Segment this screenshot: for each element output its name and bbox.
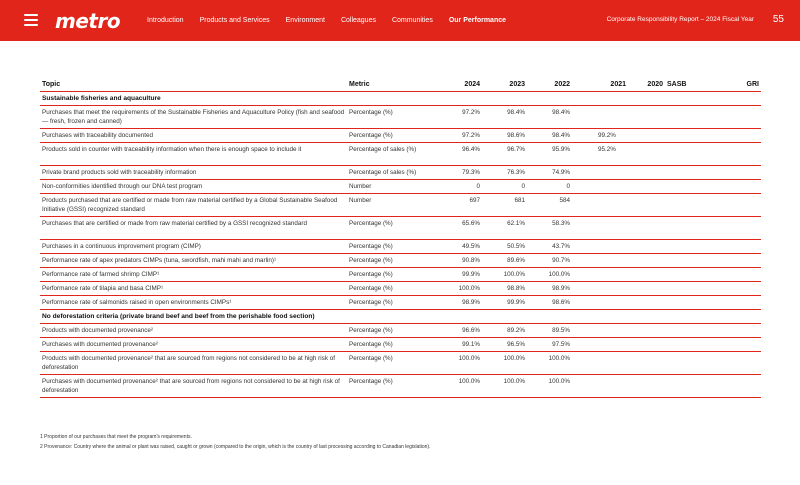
sasb-cell [665, 374, 695, 397]
value-2023-cell: 681 [482, 193, 527, 216]
value-2022-cell: 100.0% [527, 351, 572, 374]
metric-cell: Percentage (%) [347, 337, 437, 351]
metric-cell: Percentage (%) [347, 216, 437, 239]
gri-cell [695, 374, 761, 397]
sasb-cell [665, 128, 695, 142]
value-2021-cell [572, 351, 628, 374]
topic-cell: Products sold in counter with traceability information when there is enough space to include it [40, 142, 347, 165]
topic-cell: Purchases with traceability documented [40, 128, 347, 142]
value-2024-cell: 96.4% [437, 142, 482, 165]
value-2023-cell: 100.0% [482, 374, 527, 397]
nav-introduction[interactable]: Introduction [147, 17, 184, 24]
value-2023-cell: 89.2% [482, 323, 527, 337]
value-2024-cell: 697 [437, 193, 482, 216]
topic-cell: Purchases that meet the requirements of the Sustainable Fisheries and Aquaculture Policy (fish and seafood — fresh, frozen and canned) [40, 105, 347, 128]
table-row [40, 337, 761, 351]
sasb-cell [665, 323, 695, 337]
footnotes [40, 432, 431, 452]
value-2023-cell: 62.1% [482, 216, 527, 239]
value-2024-cell: 100.0% [437, 351, 482, 374]
table-row [40, 105, 761, 128]
value-2021-cell [572, 281, 628, 295]
gri-cell [695, 128, 761, 142]
gri-cell [695, 267, 761, 281]
value-2020-cell [628, 281, 665, 295]
gri-cell [695, 193, 761, 216]
value-2024-cell: 97.2% [437, 105, 482, 128]
header-metric: Metric [347, 77, 437, 91]
menu-icon[interactable] [24, 14, 38, 26]
section-row [40, 309, 761, 323]
sasb-cell [665, 281, 695, 295]
gri-cell [695, 337, 761, 351]
section-row [40, 91, 761, 105]
value-2022-cell: 98.4% [527, 128, 572, 142]
top-bar [0, 0, 800, 41]
gri-cell [695, 216, 761, 239]
header-sasb: SASB [665, 77, 695, 91]
value-2020-cell [628, 239, 665, 253]
value-2022-cell: 98.6% [527, 295, 572, 309]
main-nav [147, 0, 522, 41]
metric-cell: Percentage (%) [347, 105, 437, 128]
value-2021-cell [572, 374, 628, 397]
nav-communities[interactable]: Communities [391, 17, 433, 24]
value-2021-cell [572, 295, 628, 309]
metric-cell: Percentage (%) [347, 295, 437, 309]
value-2020-cell [628, 267, 665, 281]
metric-cell: Percentage of sales (%) [347, 165, 437, 179]
metro-logo[interactable]: metro [55, 9, 121, 33]
table-row [40, 165, 761, 179]
value-2020-cell [628, 295, 665, 309]
value-2022-cell: 97.5% [527, 337, 572, 351]
table-row [40, 179, 761, 193]
value-2021-cell [572, 193, 628, 216]
value-2021-cell [572, 239, 628, 253]
sasb-cell [665, 239, 695, 253]
value-2024-cell: 90.8% [437, 253, 482, 267]
gri-cell [695, 179, 761, 193]
topic-cell: Products purchased that are certified or made from raw material certified by a Global Sustainable Seafood Initiative (GSSI) recognized standard [40, 193, 347, 216]
performance-table [40, 77, 761, 398]
sasb-cell [665, 351, 695, 374]
value-2024-cell: 98.9% [437, 295, 482, 309]
sasb-cell [665, 105, 695, 128]
table-row [40, 142, 761, 165]
metric-cell: Percentage (%) [347, 351, 437, 374]
value-2020-cell [628, 193, 665, 216]
section-title: Sustainable fisheries and aquaculture [40, 91, 761, 105]
value-2022-cell: 100.0% [527, 374, 572, 397]
topic-cell: Performance rate of farmed shrimp CIMP¹ [40, 267, 347, 281]
value-2024-cell: 97.2% [437, 128, 482, 142]
sasb-cell [665, 165, 695, 179]
header-2023: 2023 [482, 77, 527, 91]
value-2023-cell: 50.5% [482, 239, 527, 253]
table-row [40, 216, 761, 239]
value-2020-cell [628, 337, 665, 351]
value-2021-cell [572, 179, 628, 193]
gri-cell [695, 142, 761, 165]
header-2024: 2024 [437, 77, 482, 91]
nav-products-services[interactable]: Products and Services [199, 17, 270, 24]
value-2023-cell: 89.6% [482, 253, 527, 267]
value-2021-cell [572, 216, 628, 239]
value-2022-cell: 58.3% [527, 216, 572, 239]
value-2022-cell: 95.9% [527, 142, 572, 165]
footnote-2: 2 Provenance: Country where the animal or plant was raised, caught or grown (compared to the origin, which is the country of last processing according to Canadian legislation). [40, 444, 431, 450]
footnote-1: 1 Proportion of our purchases that meet the program's requirements. [40, 434, 192, 440]
value-2020-cell [628, 351, 665, 374]
nav-environment[interactable]: Environment [285, 17, 325, 24]
topic-cell: Performance rate of tilapia and basa CIMP¹ [40, 281, 347, 295]
header-topic: Topic [40, 77, 347, 91]
value-2020-cell [628, 105, 665, 128]
table-row [40, 239, 761, 253]
value-2020-cell [628, 142, 665, 165]
metric-cell: Percentage (%) [347, 128, 437, 142]
table-row [40, 323, 761, 337]
sasb-cell [665, 253, 695, 267]
value-2022-cell: 98.4% [527, 105, 572, 128]
metric-cell: Percentage (%) [347, 323, 437, 337]
topic-cell: Performance rate of salmonids raised in open environments CIMPs¹ [40, 295, 347, 309]
metric-cell: Percentage (%) [347, 281, 437, 295]
value-2020-cell [628, 253, 665, 267]
value-2022-cell: 90.7% [527, 253, 572, 267]
value-2022-cell: 43.7% [527, 239, 572, 253]
header-2020: 2020 [628, 77, 665, 91]
value-2023-cell: 0 [482, 179, 527, 193]
value-2023-cell: 76.3% [482, 165, 527, 179]
value-2022-cell: 0 [527, 179, 572, 193]
value-2024-cell: 100.0% [437, 281, 482, 295]
value-2021-cell [572, 323, 628, 337]
value-2024-cell: 99.9% [437, 267, 482, 281]
metric-cell: Number [347, 193, 437, 216]
value-2022-cell: 74.9% [527, 165, 572, 179]
value-2021-cell [572, 337, 628, 351]
gri-cell [695, 323, 761, 337]
value-2020-cell [628, 374, 665, 397]
sasb-cell [665, 179, 695, 193]
value-2023-cell: 98.4% [482, 105, 527, 128]
value-2024-cell: 0 [437, 179, 482, 193]
value-2020-cell [628, 216, 665, 239]
report-title: Corporate Responsibility Report – 2024 Fiscal Year [606, 16, 754, 23]
table-row [40, 281, 761, 295]
value-2023-cell: 98.8% [482, 281, 527, 295]
sasb-cell [665, 216, 695, 239]
table-row [40, 267, 761, 281]
gri-cell [695, 105, 761, 128]
topic-cell: Private brand products sold with traceability information [40, 165, 347, 179]
sasb-cell [665, 267, 695, 281]
value-2022-cell: 98.9% [527, 281, 572, 295]
table-row [40, 374, 761, 397]
value-2024-cell: 79.3% [437, 165, 482, 179]
value-2023-cell: 96.7% [482, 142, 527, 165]
metric-cell: Percentage of sales (%) [347, 142, 437, 165]
gri-cell [695, 351, 761, 374]
page-number: 55 [772, 14, 784, 25]
table-row [40, 253, 761, 267]
metric-cell: Percentage (%) [347, 374, 437, 397]
value-2021-cell [572, 253, 628, 267]
sasb-cell [665, 193, 695, 216]
value-2021-cell [572, 165, 628, 179]
table-body [40, 91, 761, 397]
value-2023-cell: 99.9% [482, 295, 527, 309]
value-2020-cell [628, 128, 665, 142]
sasb-cell [665, 142, 695, 165]
sasb-cell [665, 295, 695, 309]
value-2021-cell [572, 105, 628, 128]
header-2021: 2021 [572, 77, 628, 91]
value-2023-cell: 98.6% [482, 128, 527, 142]
section-title: No deforestation criteria (private brand beef and beef from the perishable food section) [40, 309, 761, 323]
value-2020-cell [628, 323, 665, 337]
topic-cell: Performance rate of apex predators CIMPs (tuna, swordfish, mahi mahi and marlin)¹ [40, 253, 347, 267]
gri-cell [695, 239, 761, 253]
gri-cell [695, 295, 761, 309]
metric-cell: Percentage (%) [347, 239, 437, 253]
nav-our-performance[interactable]: Our Performance [448, 17, 507, 24]
value-2021-cell: 99.2% [572, 128, 628, 142]
topic-cell: Purchases that are certified or made from raw material certified by a GSSI recognized standard [40, 216, 347, 239]
gri-cell [695, 253, 761, 267]
gri-cell [695, 281, 761, 295]
table-row [40, 193, 761, 216]
topic-cell: Purchases with documented provenance² that are sourced from regions not considered to be at high risk of deforestation [40, 374, 347, 397]
metric-cell: Number [347, 179, 437, 193]
nav-colleagues[interactable]: Colleagues [340, 17, 376, 24]
header-2022: 2022 [527, 77, 572, 91]
value-2024-cell: 96.6% [437, 323, 482, 337]
value-2022-cell: 100.0% [527, 267, 572, 281]
gri-cell [695, 165, 761, 179]
value-2024-cell: 100.0% [437, 374, 482, 397]
metric-cell: Percentage (%) [347, 253, 437, 267]
metric-cell: Percentage (%) [347, 267, 437, 281]
value-2020-cell [628, 165, 665, 179]
table-header-row [40, 77, 761, 91]
value-2024-cell: 49.5% [437, 239, 482, 253]
value-2024-cell: 65.6% [437, 216, 482, 239]
topic-cell: Products with documented provenance² that are sourced from regions not considered to be at high risk of deforestation [40, 351, 347, 374]
sasb-cell [665, 337, 695, 351]
value-2023-cell: 96.5% [482, 337, 527, 351]
table-row [40, 295, 761, 309]
topic-cell: Non-conformities identified through our DNA test program [40, 179, 347, 193]
topic-cell: Products with documented provenance² [40, 323, 347, 337]
value-2022-cell: 584 [527, 193, 572, 216]
topic-cell: Purchases with documented provenance² [40, 337, 347, 351]
value-2023-cell: 100.0% [482, 351, 527, 374]
value-2021-cell: 95.2% [572, 142, 628, 165]
value-2024-cell: 99.1% [437, 337, 482, 351]
value-2023-cell: 100.0% [482, 267, 527, 281]
topic-cell: Purchases in a continuous improvement program (CIMP) [40, 239, 347, 253]
table-row [40, 351, 761, 374]
value-2020-cell [628, 179, 665, 193]
table-row [40, 128, 761, 142]
value-2022-cell: 89.5% [527, 323, 572, 337]
header-gri: GRI [695, 77, 761, 91]
value-2021-cell [572, 267, 628, 281]
